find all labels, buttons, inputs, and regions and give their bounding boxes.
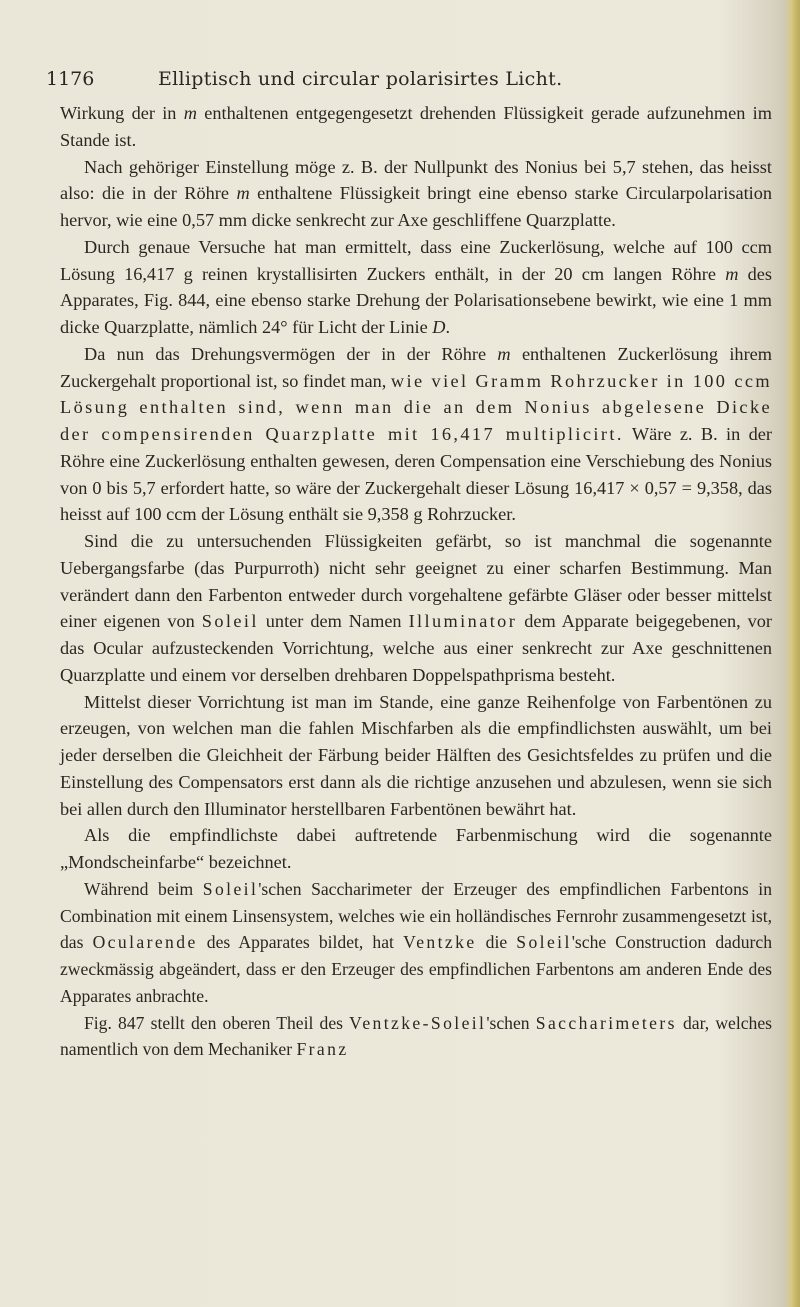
text-run: 'sche Construction dadurch zweckmässig abgeändert, dass er den Erzeuger des empfindlichen Farbentons am anderen Ende des Apparates anbrachte. [60, 932, 772, 1006]
text-run: des Apparates bildet, hat [197, 932, 404, 953]
spaced-text: Saccharimeters [535, 1012, 677, 1033]
spaced-text: Ventzke [403, 932, 477, 953]
text-run: Wäre z. B. in der Röhre eine Zuckerlösung enthalten gewesen, deren Compensation eine Verschiebung des Nonius von 0 bis 5,7 erfordert hatte, so wäre der Zuckergehalt dieser Lösung 16,417 × 0,57 = 9,358, das heisst auf 100 ccm der Lösung enthält sie 9,358 g Rohrzucker. [60, 424, 772, 525]
text-run: dar, welches namentlich von dem Mechaniker [60, 1012, 772, 1060]
text-run: 'schen [486, 1012, 536, 1033]
paragraph [60, 100, 772, 154]
spaced-text: Soleil [516, 932, 572, 953]
paragraph [60, 689, 772, 823]
italic-symbol: D [432, 317, 446, 337]
text-run: Fig. 847 stellt den oberen Theil des [84, 1012, 350, 1033]
text-run: enthaltenen Zuckerlösung ihrem Zuckergehalt proportional ist, so findet man, [60, 343, 772, 391]
text-run: Durch genaue Versuche hat man ermittelt, dass eine Zuckerlösung, welche auf 100 ccm Lösung 16,417 g reinen krystallisirten Zuckers enthält, in der 20 cm langen Röhre [60, 236, 772, 284]
spaced-text: Illuminator [408, 611, 518, 632]
spaced-text: Soleil [201, 611, 259, 632]
italic-symbol: m [236, 183, 250, 204]
text-run: Wirkung der in [60, 103, 184, 123]
italic-symbol: m [725, 263, 739, 284]
paragraph [60, 1010, 772, 1064]
text-run: Nach gehöriger Einstellung möge z. B. der Nullpunkt des Nonius bei 5,7 stehen, das heisst also: die in der Röhre [60, 156, 772, 204]
running-header [46, 68, 766, 96]
text-run: dem Apparate beigegebenen, vor das Ocular aufzusteckenden Vorrichtung, welche aus einer senkrecht zur Axe geschnittenen Quarzplatte und einem vor derselben drehbaren Doppelspathprisma besteht. [60, 611, 773, 685]
paragraph [60, 876, 772, 1010]
spaced-text: Franz [296, 1039, 349, 1060]
text-run: 'schen Saccharimeter der Erzeuger des empfindlichen Farbentons in Combination mit einem Linsensystem, welches wie ein holländisches Fernrohr zusammengesetzt ist, das [60, 878, 772, 953]
paragraph [60, 234, 772, 341]
paragraph [60, 341, 772, 528]
paragraph [60, 154, 772, 234]
italic-symbol: m [183, 103, 197, 123]
body-text [60, 100, 772, 1063]
text-run: enthaltene Flüssigkeit bringt eine ebenso starke Circularpolarisation hervor, wie eine 0,57 mm dicke senkrecht zur Axe geschliffene Quarzplatte. [60, 183, 773, 230]
paragraph [60, 822, 772, 876]
text-run: Mittelst dieser Vorrichtung ist man im Stande, eine ganze Reihenfolge von Farbentönen zu erzeugen, von welchen man die fahlen Mischfarben als die empfindlichsten auswählt, um bei jeder derselben die Gleichheit der Färbung beider Hälften des Gesichtsfeldes zu prüfen und die Einstellung des Compensators erst dann als die richtige anzusehen und abzulesen, wenn sie sich bei allen durch den Illuminator herstellbaren Farbentönen bewährt hat. [60, 691, 772, 819]
text-run: die [476, 932, 517, 953]
text-run: Sind die zu untersuchenden Flüssigkeiten gefärbt, so ist manchmal die sogenannte Uebergangsfarbe (das Purpurroth) nicht sehr geeignet zu einer scharfen Bestimmung. Man verändert dann den Farbenton entweder durch vorgehaltene gefärbte Gläser oder besser mittelst einer eigenen von [60, 531, 772, 632]
text-run: des Apparates, Fig. 844, eine ebenso starke Drehung der Polarisationsebene bewirkt, wie eine 1 mm dicke Quarzplatte, nämlich 24° für Licht der Linie [60, 263, 772, 337]
page-number: 1176 [46, 68, 95, 90]
spaced-text: Ocularende [92, 932, 198, 953]
spaced-text: wie viel Gramm Rohrzucker in 100 ccm Lösung enthalten sind, wenn man die an dem Nonius abgelesene Dicke der compensirenden Quarzplatte mit 16,417 multiplicirt. [60, 370, 772, 444]
italic-symbol: m [497, 343, 511, 364]
text-run: unter dem Namen [258, 611, 409, 632]
spaced-text: Ventzke-Soleil [349, 1012, 487, 1033]
spaced-text: Soleil [202, 878, 259, 899]
text-run: . [445, 317, 451, 337]
page-edge-shadow [784, 0, 800, 1307]
text-run: Da nun das Drehungsvermögen der in der Röhre [84, 343, 498, 364]
paragraph [60, 528, 772, 689]
text-run: Während beim [84, 878, 203, 899]
text-run: enthaltenen entgegengesetzt drehenden Flüssigkeit gerade aufzunehmen im Stande ist. [60, 103, 772, 150]
text-run: Als die empfindlichste dabei auftretende Farbenmischung wird die sogenannte „Mondscheinfarbe“ bezeichnet. [60, 825, 772, 872]
running-title: Elliptisch und circular polarisirtes Licht. [158, 68, 563, 90]
